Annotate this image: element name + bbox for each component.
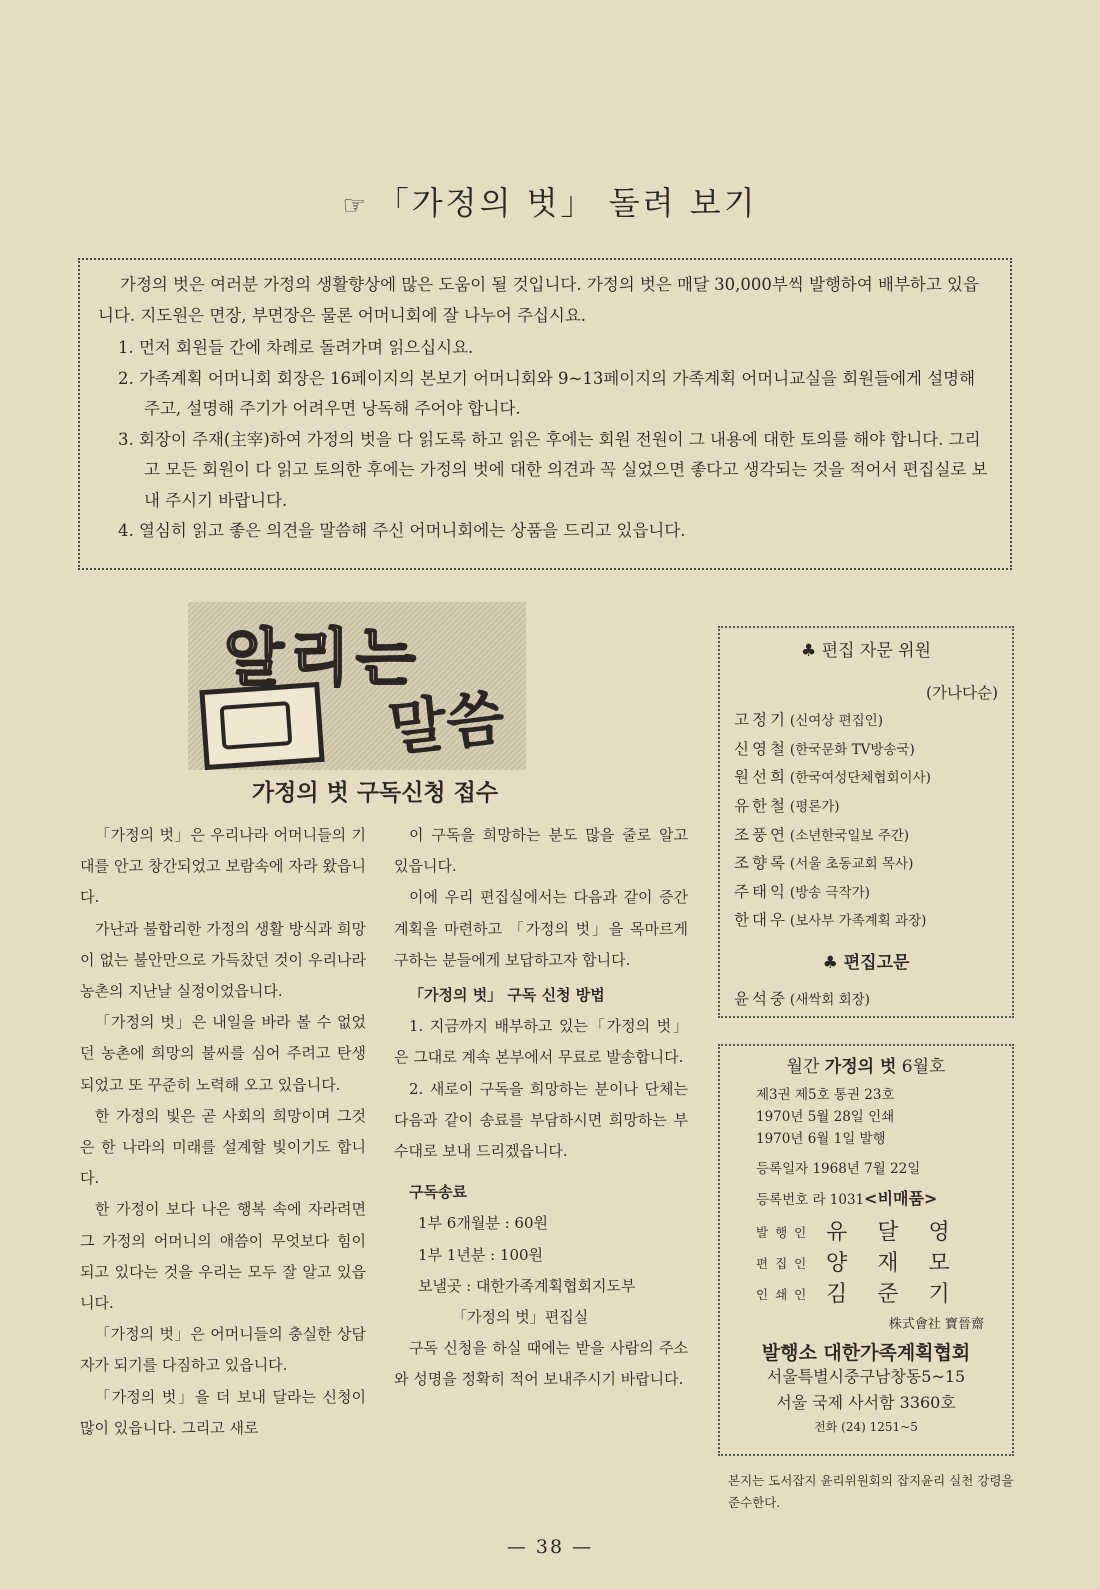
publisher-address: 서울특별시중구남창동5~15 xyxy=(766,1367,966,1386)
consultant-heading xyxy=(734,950,998,978)
advisors-heading-text: 편집 자문 위원 xyxy=(821,641,931,661)
advisors-heading xyxy=(734,638,998,666)
article-paragraph: 「가정의 벗」을 더 보내 달라는 신청이 많이 있읍니다. 그리고 새로 xyxy=(80,1387,366,1437)
banner-word-2: 말씀 xyxy=(385,683,508,765)
guide-item: 2. 가족계획 어머니회 회장은 16페이지의 본보기 어머니회와 9~13페이지의 가족계획 어머니교실을 회원들에게 설명해 주고, 설명해 주기가 어려우면 낭독해 주어야 합니다. xyxy=(118,368,976,418)
advisor-name: 한대우 xyxy=(734,911,788,930)
article-paragraph: 「가정의 벗」은 내일을 바라 볼 수 없었던 농촌에 희망의 불씨를 심어 주려고 탄생되었고 또 꾸준히 노력해 오고 있읍니다. xyxy=(80,1013,366,1094)
consultant-role: (새싹회 회장) xyxy=(789,991,870,1008)
print-date: 1970년 5월 28일 인쇄 xyxy=(756,1109,895,1125)
advisor-role: (서울 초동교회 목사) xyxy=(789,856,914,873)
guide-item: 3. 회장이 주재(主宰)하여 가정의 벗을 다 읽도록 하고 읽은 후에는 회원 전원이 그 내용에 대한 토의를 해야 합니다. 그리고 모든 회원이 다 읽고 토의한 후에는 가정의 벗에 대한 의견과 꼭 실었으면 좋다고 생각되는 것을 적어서 편집실로 보내 주시기 바랍니다. xyxy=(118,429,988,510)
article-column-middle xyxy=(394,820,688,1396)
publish-date: 1970년 6월 1일 발행 xyxy=(756,1131,886,1147)
fee-item: 1부 1년분 : 100원 xyxy=(418,1245,544,1264)
page-title-text: 「가정의 벗」 돌려 보기 xyxy=(376,184,758,222)
advisor-row xyxy=(734,822,998,851)
advisor-role: (평론가) xyxy=(789,798,840,815)
advisor-row xyxy=(734,907,998,936)
advisor-role: (신여상 편집인) xyxy=(789,713,883,730)
article-paragraph: 한 가정의 빛은 곧 사회의 희망이며 그것은 한 나라의 미래를 설계할 빛이기도 합니다. xyxy=(80,1106,366,1188)
fee-item: 1부 6개월분 : 60원 xyxy=(418,1214,548,1233)
staff-name: 양재모 xyxy=(826,1250,980,1276)
pointing-hand-icon: ☞ xyxy=(342,191,369,221)
notice-heading: 가정의 벗 구독신청 접수 xyxy=(251,780,499,806)
advisor-row xyxy=(734,793,998,822)
staff-row xyxy=(756,1279,998,1310)
not-for-sale-label: <비매품> xyxy=(864,1189,938,1208)
publication-title xyxy=(734,1056,998,1078)
staff-row xyxy=(756,1248,998,1279)
title-prefix: 월간 xyxy=(786,1057,820,1077)
clover-icon: ♣ xyxy=(801,641,822,661)
volume-info: 제3권 제5호 통권 23호 xyxy=(756,1087,895,1103)
registration-date: 등록일자 1968년 7월 22일 xyxy=(756,1161,921,1177)
registration-number xyxy=(734,1188,998,1211)
fee-heading: 구독송료 xyxy=(409,1183,467,1202)
guide-intro: 가정의 벗은 여러분 가정의 생활향상에 많은 도움이 될 것입니다. 가정의 벗은 매달 30,000부씩 발행하여 배부하고 있읍니다. 지도원은 면장, 부면장은 물론 어머니회에 잘 나누어 주십시요. xyxy=(98,275,979,325)
registration-number-text: 등록번호 라 1031 xyxy=(756,1192,865,1208)
staff-list xyxy=(734,1217,998,1310)
article-paragraph: 가난과 불합리한 가정의 생활 방식과 희망이 없는 불안만으로 가득찼던 것이 우리나라 농촌의 지난날 실정이었읍니다. xyxy=(80,919,366,1001)
phone-number: 전화 (24) 1251~5 xyxy=(814,1420,918,1434)
page-number: — 38 — xyxy=(506,1536,594,1558)
guide-list xyxy=(98,333,992,547)
advisor-role: (소년한국일보 주간) xyxy=(789,827,910,844)
advisor-role: (한국여성단체협회이사) xyxy=(789,770,931,787)
issue-label: 6월호 xyxy=(901,1057,946,1077)
announcement-banner xyxy=(188,602,526,770)
subscription-method-heading: 「가정의 벗」 구독 신청 방법 xyxy=(409,986,605,1005)
advisor-name: 원선희 xyxy=(734,768,788,787)
staff-name: 유달영 xyxy=(826,1219,980,1245)
method-item: 2. 새로이 구독을 희망하는 분이나 단체는 다음과 같이 송료를 부담하시면 희망하는 부수대로 보내 드리겠읍니다. xyxy=(394,1079,688,1161)
send-to: 보낼곳 : 대한가족계획협회지도부 xyxy=(418,1276,636,1295)
reading-guide-box xyxy=(78,258,1012,570)
consultant-row xyxy=(734,986,998,1015)
article-paragraph: 「가정의 벗」은 어머니들의 충실한 상담자가 되기를 다짐하고 있읍니다. xyxy=(80,1325,366,1375)
consultant-name: 윤석중 xyxy=(734,989,788,1008)
magazine-name: 가정의 벗 xyxy=(824,1057,897,1077)
advisor-row xyxy=(734,707,998,736)
publisher-name: 발행소 대한가족계획협회 xyxy=(761,1342,971,1364)
closing-note: 구독 신청을 하실 때에는 받을 사람의 주소와 성명을 정확히 적어 보내주시기 바랍니다. xyxy=(394,1339,688,1389)
advisor-row xyxy=(734,850,998,879)
advisor-name: 조향록 xyxy=(734,854,788,873)
page-title xyxy=(0,178,1100,224)
advisor-role: (한국문화 TV방송국) xyxy=(789,741,915,758)
order-note: (가나다순) xyxy=(926,683,998,702)
advisor-name: 유한철 xyxy=(734,796,788,815)
advisor-row xyxy=(734,879,998,908)
consultant-heading-text: 편집고문 xyxy=(843,952,910,973)
clover-icon: ♣ xyxy=(822,952,844,973)
advisor-name: 신영철 xyxy=(734,739,788,758)
staff-role: 인쇄인 xyxy=(756,1286,814,1302)
advisor-name: 조풍연 xyxy=(734,825,788,844)
advisor-row xyxy=(734,764,998,793)
editorial-advisors-box xyxy=(718,626,1014,1018)
printer-company: 株式會社 寶晉齋 xyxy=(888,1317,984,1332)
po-box: 서울 국제 사서함 3360호 xyxy=(776,1393,956,1412)
method-item: 1. 지금까지 배부하고 있는「가정의 벗」은 그대로 계속 본부에서 무료로 발송합니다. xyxy=(394,1017,688,1067)
staff-role: 발행인 xyxy=(756,1224,814,1240)
article-paragraph: 「가정의 벗」은 우리나라 어머니들의 기대를 안고 창간되었고 보람속에 자라 왔읍니다. xyxy=(80,826,366,907)
ethics-note: 본지는 도서잡지 윤리위원회의 잡지윤리 실천 강령을 준수한다. xyxy=(728,1473,1014,1510)
send-to-office: 「가정의 벗」편집실 xyxy=(452,1308,589,1327)
article-paragraph: 한 가정이 보다 나은 행복 속에 자라려면 그 가정의 어머니의 애씀이 무엇보다 힘이 되고 있다는 것을 우리는 모두 잘 알고 있읍니다. xyxy=(80,1200,366,1313)
advisor-role: (보사부 가족계획 과장) xyxy=(789,913,927,930)
advisor-name: 주태익 xyxy=(734,882,788,901)
staff-name: 김준기 xyxy=(826,1281,980,1307)
guide-item: 4. 열심히 읽고 좋은 의견을 말씀해 주신 어머니회에는 상품을 드리고 있읍니다. xyxy=(118,521,686,540)
publication-info-box xyxy=(718,1044,1014,1456)
advisor-row xyxy=(734,736,998,765)
article-column-left xyxy=(80,820,366,1444)
banner-word-1: 알리는 xyxy=(224,621,422,694)
staff-row xyxy=(756,1217,998,1248)
advisor-name: 고정기 xyxy=(734,711,788,730)
article-paragraph: 이 구독을 희망하는 분도 많을 줄로 알고 있읍니다. xyxy=(394,826,688,876)
staff-role: 편집인 xyxy=(756,1255,814,1271)
guide-item: 1. 먼저 회원들 간에 차례로 돌려가며 읽으십시요. xyxy=(118,338,474,357)
advisor-role: (방송 극작가) xyxy=(789,884,870,901)
article-paragraph: 이에 우리 편집실에서는 다음과 같이 증간 계획을 마련하고 「가정의 벗」을 목마르게 구하는 분들에게 보답하고자 합니다. xyxy=(394,888,688,969)
